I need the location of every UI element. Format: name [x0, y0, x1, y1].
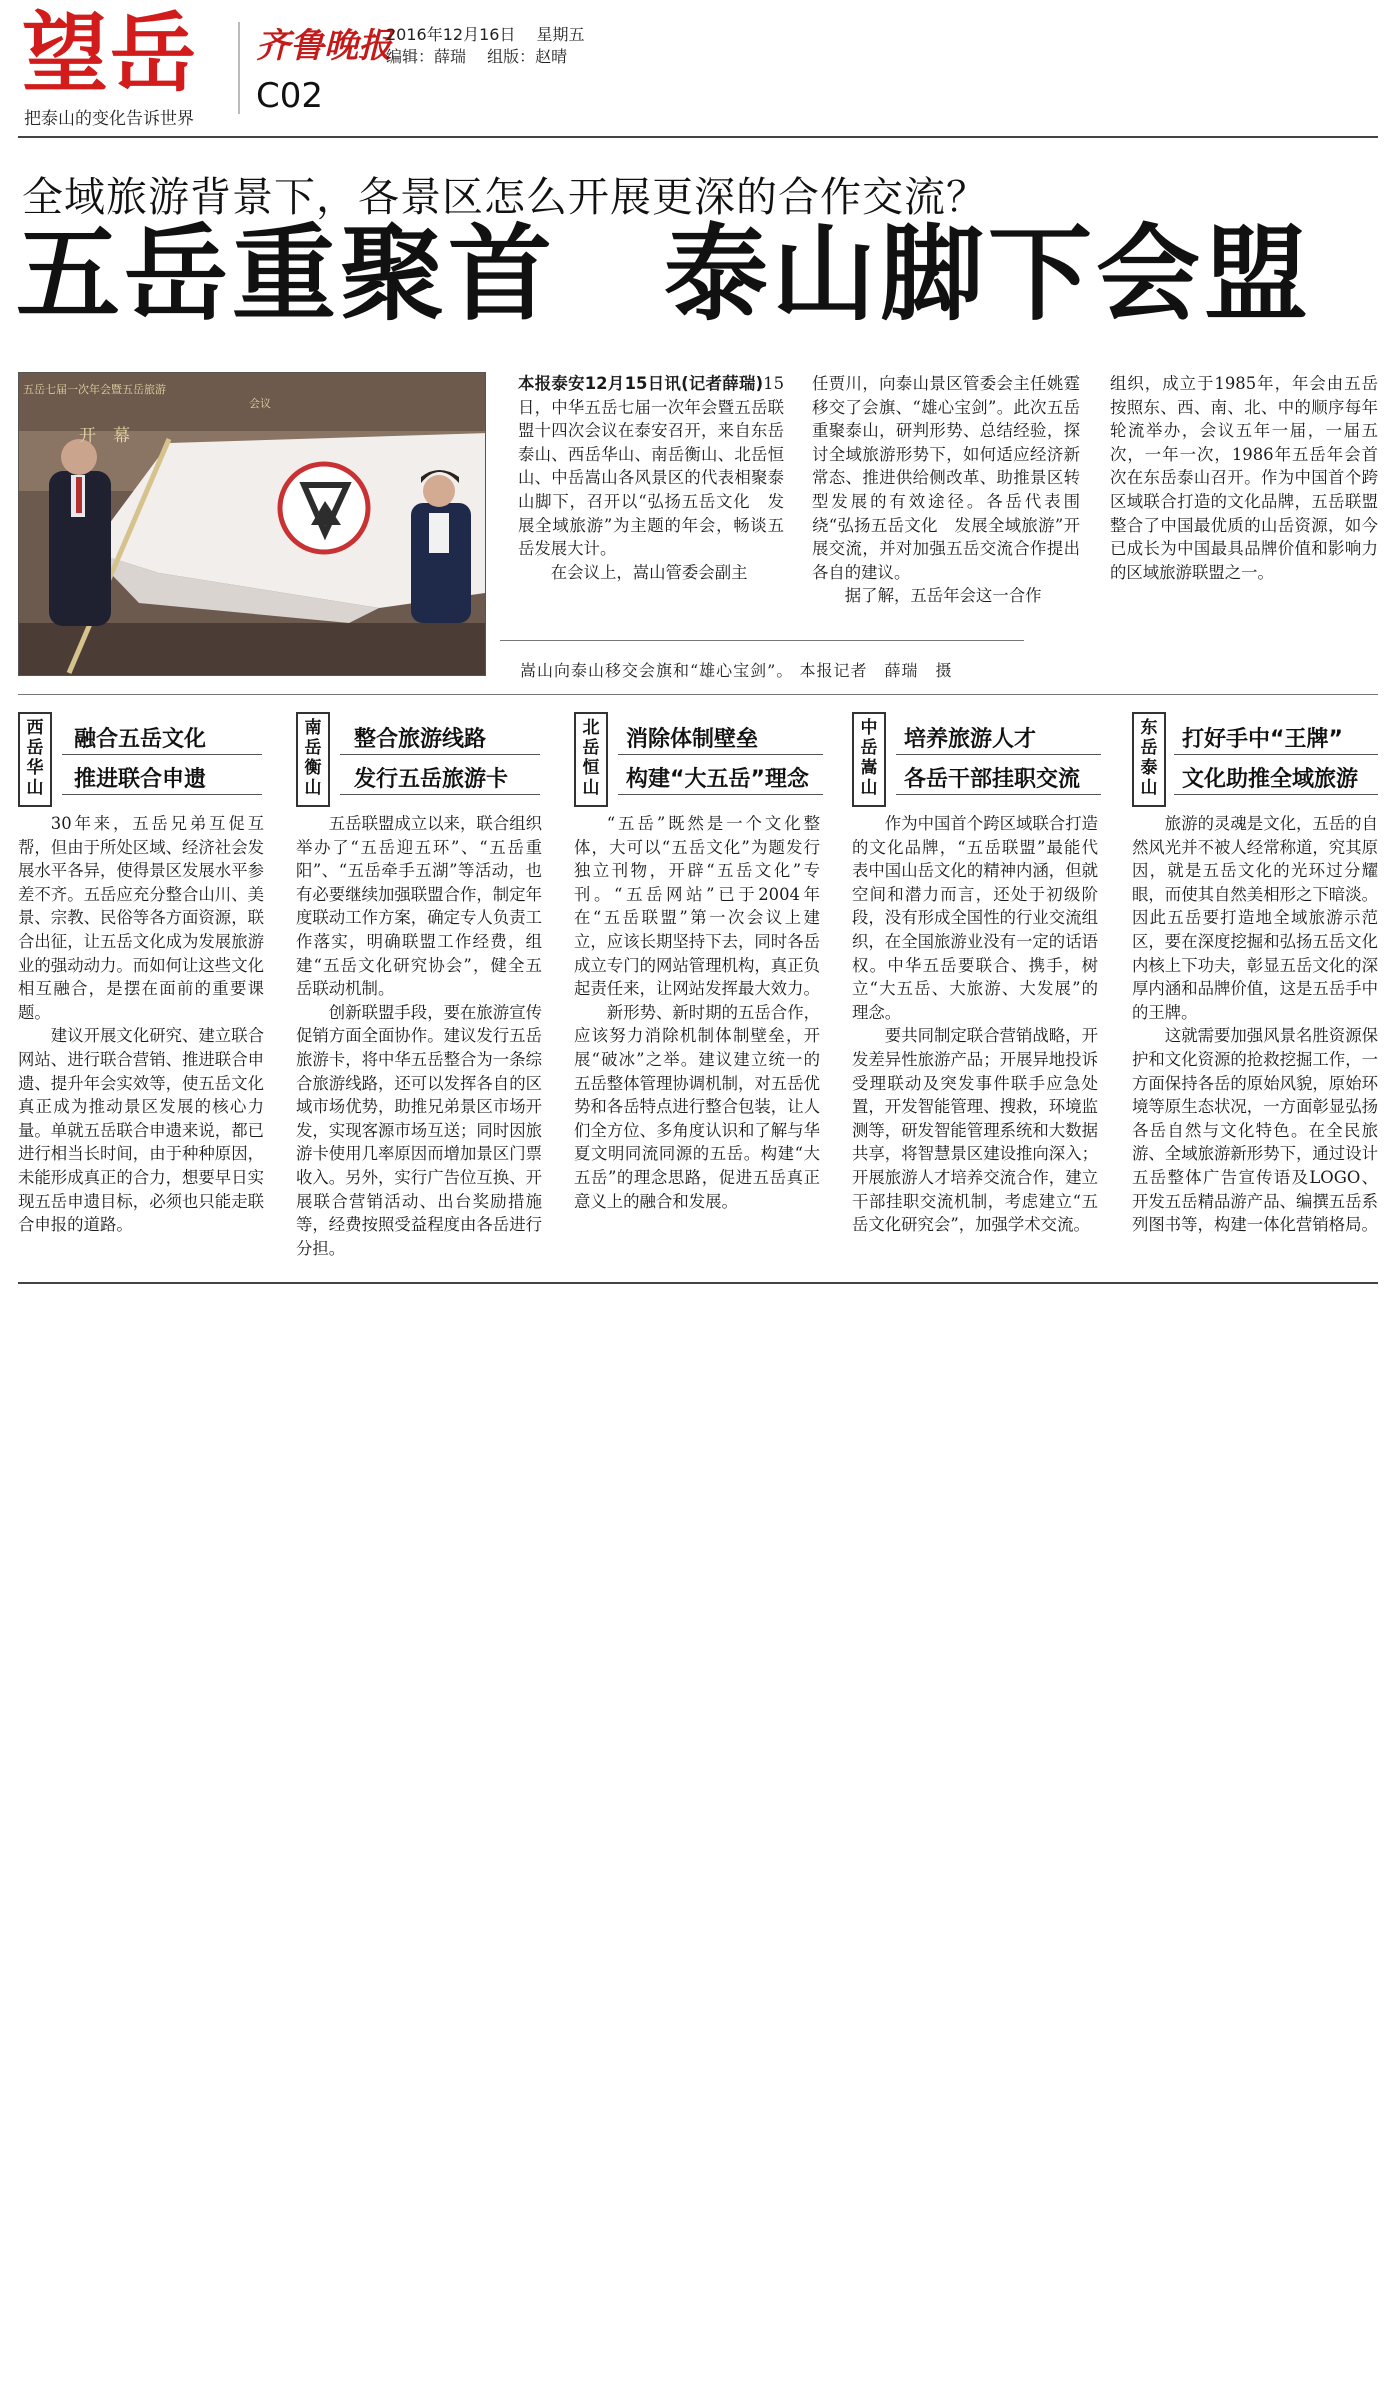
section-body-nanyue: 五岳联盟成立以来，联合组织举办了“五岳迎五环”、“五岳重阳”、“五岳牵手五湖”等活动，也有必要继续加强联盟合作，制定年度联动工作方案，确定专人负责工作落实，明确联盟工作经费，组建“五岳文化研究协会”，健全五岳联动机制。 创新联盟手段，要在旅游宣传促销方面全面协作。建议发行五岳旅游卡，将中华五岳整合为一条综合旅游线路，还可以发挥各自的区域市场优势，助推兄弟景区市场开发，实现客源市场互送；同时因旅游卡使用几率原因而增加景区门票收入。另外，实行广告位互换、开展联合营销活动、出台奖励措施等，经费按照受益程度由各岳进行分担。 [296, 814, 542, 1258]
section-tag-dongyue: 东 岳 泰 山 [1132, 712, 1166, 807]
lead-column-3 [1110, 372, 1378, 584]
section-tag-xiyue: 西 岳 华 山 [18, 712, 52, 807]
main-headline: 五岳重聚首 泰山脚下会盟 [16, 213, 1313, 335]
section-title-line [618, 754, 823, 755]
banner-text: 五岳七届一次年会暨五岳旅游 [23, 383, 166, 396]
photo-caption: 嵩山向泰山移交会旗和“雄心宝剑”。 本报记者 薛瑞 摄 [520, 661, 953, 680]
editor: 编辑：薛瑞 [386, 47, 467, 66]
bottom-rule [18, 1282, 1378, 1284]
lead-text-2: 任贾川，向泰山景区管委会主任姚霆移交了会旗、“雄心宝剑”。此次五岳重聚泰山，研判形势、总结经验，探讨全域旅游形势下，如何适应经济新常态、推进供给侧改革、助推景区转型发展的有效途径。各岳代表围绕“弘扬五岳文化 发展全域旅游”开展交流，并对加强五岳交流合作提出各自的建议。 [812, 374, 1080, 582]
section-title-dongyue-1: 打好手中“王牌” [1182, 727, 1343, 752]
section-body-xiyue: 30年来，五岳兄弟互促互帮，但由于所处区域、经济社会发展水平各异，使得景区发展水平参差不齐。五岳应充分整合山川、美景、宗教、民俗等各方面资源，联合出征，让五岳文化成为发展旅游业的强动动力。而如何让这些文化相互融合，是摆在面前的重要课题。 建议开展文化研究、建立联合网站、进行联合营销、推进联合申遗、提升年会实效等，使五岳文化真正成为推动景区发展的核心力量。单就五岳联合申遗来说，都已进行相当长时间，由于种种原因，未能形成真正的合力，想要早日实现五岳申遗目标，必须也只能走联合申报的道路。 [18, 814, 264, 1235]
lead-column-2 [812, 372, 1080, 608]
news-photo [18, 372, 486, 676]
section-title-line [896, 754, 1101, 755]
section-title-line [340, 794, 540, 795]
date: 2016年12月16日 [386, 25, 516, 44]
issue-date [386, 22, 585, 45]
section-title-line [62, 794, 262, 795]
section-title-zhongyue-1: 培养旅游人才 [904, 727, 1037, 752]
lead-text-3: 组织，成立于1985年，年会由五岳按照东、西、南、北、中的顺序每年轮流举办，会议五年一届，一届五次，一年一次，1986年五岳年会首次在东岳泰山召开。作为中国首个跨区域联合打造的文化品牌，五岳联盟整合了中国最优质的山岳资源，如今已成长为中国最具品牌价值和影响力的区域旅游联盟之一。 [1110, 374, 1378, 582]
masthead-divider [238, 22, 240, 114]
section-title-xiyue-2: 推进联合申遗 [74, 767, 207, 792]
section-tag-beiyue: 北 岳 恒 山 [574, 712, 608, 807]
lead-text-1: 15日，中华五岳七届一次年会暨五岳联盟十四次会议在泰安召开，来自东岳泰山、西岳华山、南岳衡山、北岳恒山、中岳嵩山各风景区的代表相聚泰山脚下，召开以“弘扬五岳文化 发展全域旅游”为主题的年会，畅谈五岳发展大计。 [518, 374, 784, 559]
banner-text-3: 开 幕 [79, 426, 130, 446]
section-title-nanyue-1: 整合旅游线路 [354, 727, 487, 752]
section-tag-nanyue: 南 岳 衡 山 [296, 712, 330, 807]
section-title-beiyue-2: 构建“大五岳”理念 [626, 767, 809, 792]
section-title-line [1174, 754, 1378, 755]
credits [386, 44, 567, 67]
section-title-beiyue-1: 消除体制壁垒 [626, 727, 759, 752]
section-title-line [896, 794, 1101, 795]
section-title-zhongyue-2: 各岳干部挂职交流 [904, 767, 1081, 792]
logo: 望岳 [22, 4, 198, 104]
section-body-beiyue: “五岳”既然是一个文化整体，大可以“五岳文化”为题发行独立刊物，开辟“五岳文化”专刊。“五岳网站”已于2004年在“五岳联盟”第一次会议上建立，应该长期坚持下去，同时各岳成立专门的网站管理机构，真正负起责任来，让网站发挥最大效力。 新形势、新时期的五岳合作，应该努力消除机制体制壁垒，开展“破冰”之举。建议建立统一的五岳整体管理协调机制，对五岳优势和各岳特点进行整合包装，让人们全方位、多角度认识和了解与华夏文明同流同源的五岳。构建“大五岳”的理念思路，促进五岳真正意义上的融合和发展。 [574, 814, 820, 1211]
section-title-line [340, 754, 540, 755]
banner-text-2: 会议 [249, 397, 271, 410]
section-body-dongyue: 旅游的灵魂是文化，五岳的自然风光并不被人经常称道，究其原因，就是五岳文化的光环过分耀眼，而使其自然美相形之下暗淡。因此五岳要打造地全域旅游示范区，要在深度挖掘和弘扬五岳文化内核上下功夫，彰显五岳文化的深厚内涵和品牌价值，这是五岳手中的王牌。 这就需要加强风景名胜资源保护和文化资源的抢救挖掘工作，一方面保持各岳的原始风貌，原始环境等原生态状况，一方面彰显弘扬各岳自然与文化特色。在全民旅游、全域旅游新形势下，通过设计五岳整体广告宣传语及LOGO、开发五岳精品游产品、编撰五岳系列图书等，构建一体化营销格局。 [1132, 814, 1378, 1235]
paper-name: 齐鲁晚报 [256, 26, 392, 66]
weekday: 星期五 [536, 25, 585, 44]
logo-slogan: 把泰山的变化告诉世界 [24, 109, 194, 129]
section-title-nanyue-2: 发行五岳旅游卡 [354, 767, 509, 792]
lead-text-2b: 据了解，五岳年会这一合作 [844, 586, 1042, 606]
section-tag-zhongyue: 中 岳 嵩 山 [852, 712, 886, 807]
top-rule [18, 136, 1378, 138]
sub-headline: 全域旅游背景下，各景区怎么开展更深的合作交流？ [22, 173, 988, 221]
lead-text-1b: 在会议上，嵩山管委会副主 [550, 562, 748, 582]
section-rule [18, 694, 1378, 695]
section-title-xiyue-1: 融合五岳文化 [74, 727, 207, 752]
section-title-line [618, 794, 823, 795]
caption-rule [500, 640, 1024, 641]
layout-editor: 组版：赵晴 [487, 47, 568, 66]
flag-handover-photo [19, 373, 485, 675]
section-title-line [1174, 794, 1378, 795]
lead-byline: 本报泰安12月15日讯(记者薛瑞) [518, 374, 764, 393]
page-code: C02 [256, 76, 324, 116]
section-title-dongyue-2: 文化助推全域旅游 [1182, 767, 1359, 792]
section-body-zhongyue: 作为中国首个跨区域联合打造的文化品牌，“五岳联盟”最能代表中国山岳文化的精神内涵，但就空间和潜力而言，还处于初级阶段，没有形成全国性的行业交流组织，在全国旅游业没有一定的话语权。中华五岳要联合、携手，树立“大五岳、大旅游、大发展”的理念。 要共同制定联合营销战略，开发差异性旅游产品；开展异地投诉受理联动及突发事件联手应急处置，开发智能管理、搜救，环境监测等，研发智能管理系统和大数据共享，将智慧景区建设推向深入；开展旅游人才培养交流合作，建立干部挂职交流机制，考虑建立“五岳文化研究会”，加强学术交流。 [852, 814, 1098, 1235]
section-title-line [62, 754, 262, 755]
lead-column-1 [518, 372, 784, 584]
